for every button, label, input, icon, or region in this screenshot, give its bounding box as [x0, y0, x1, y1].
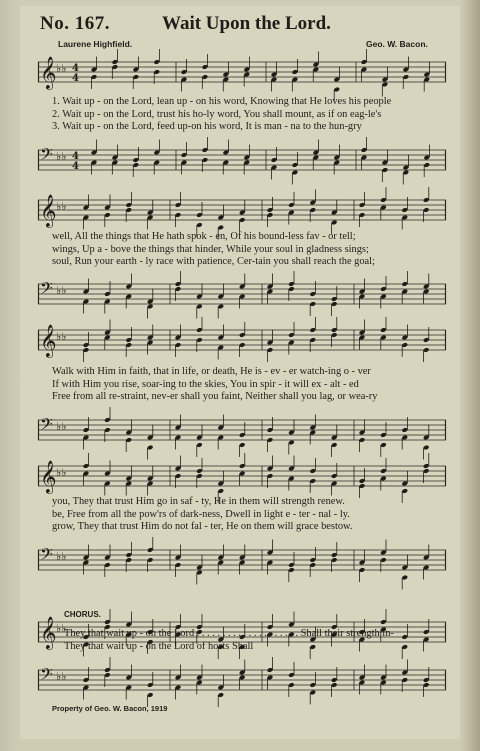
- treble-clef-icon: 𝄞: [40, 460, 57, 493]
- lyric-line: If with Him you rise, soar-ing to the skies, You in spir - it will ex - alt - ed: [52, 378, 359, 390]
- lyrics-chorus: [64, 628, 460, 653]
- key-signature-flat-icon: ♭♭: [56, 670, 67, 683]
- key-signature-flat-icon: ♭♭: [56, 466, 67, 479]
- key-signature-flat-icon: ♭♭: [56, 62, 67, 75]
- key-signature-flat-icon: ♭♭: [56, 330, 67, 343]
- staff-lines: [38, 466, 446, 486]
- staff-lines: [38, 150, 446, 170]
- svg-text:4: 4: [72, 63, 79, 74]
- lyric-line: Walk with Him in faith, that in life, or death, He is - ev - er watch-ing o - ver: [52, 366, 371, 377]
- composer-credit: Geo. W. Bacon.: [366, 39, 428, 49]
- copyright-footer: Property of Geo. W. Bacon, 1919: [52, 704, 168, 713]
- treble-staff-3: [38, 320, 446, 360]
- lyrics-system-1: [52, 96, 448, 134]
- bass-staff-5: [38, 660, 446, 700]
- key-signature-flat-icon: ♭♭: [56, 150, 67, 163]
- svg-text:4: 4: [72, 73, 79, 84]
- lyric-line: soul, Run your earth - ly race with patience, Cer-tain you shall reach the goal;: [52, 256, 375, 268]
- lyric-line: wings, Up a - bove the things that hinder, While your soul in gladness sings;: [52, 243, 369, 255]
- svg-text:4: 4: [72, 151, 79, 162]
- treble-staff-2: [38, 190, 446, 230]
- key-signature-flat-icon: ♭♭: [56, 420, 67, 433]
- lyrics-system-2: [52, 231, 448, 269]
- treble-staff-4: [38, 456, 446, 496]
- hymn-number: No. 167.: [40, 13, 110, 34]
- page-edge: [0, 0, 20, 751]
- bass-staff-4: [38, 540, 446, 580]
- lyric-line: 2. Wait up - on the Lord, trust his ho-ly word, You shall mount, as if on eag-le's: [52, 108, 382, 120]
- lyric-line: you, They that trust Him go in saf - ty, He in them will strength renew.: [52, 496, 345, 507]
- bass-clef-icon: 𝄢: [40, 278, 53, 302]
- key-signature-flat-icon: ♭♭: [56, 622, 67, 635]
- lyric-line: They that wait up - on the Lord . . . . . . . . . . . . . . . . . . . . Shall their strength in-: [64, 628, 394, 639]
- book-spine: [460, 0, 480, 751]
- treble-clef-icon: 𝄞: [40, 194, 57, 227]
- bass-staff-3: [38, 410, 446, 450]
- lyric-line: They that wait up - on the Lord of hosts Shall: [64, 640, 254, 652]
- lyric-line: well, All the things that He hath spok - en, Of his bound-less fav - or tell;: [52, 231, 356, 242]
- key-signature-flat-icon: ♭♭: [56, 284, 67, 297]
- treble-staff-1: [38, 52, 446, 92]
- treble-clef-icon: 𝄞: [40, 616, 57, 649]
- lyric-line: be, Free from all the pow'rs of dark-ness, Dwell in light e - ter - nal - ly.: [52, 508, 350, 520]
- bass-clef-icon: 𝄢: [40, 144, 53, 168]
- lyrics-system-3: [52, 366, 448, 404]
- lyric-line: grow, They that trust Him do not fal - ter, He on them will grace bestow.: [52, 521, 353, 533]
- key-signature-flat-icon: ♭♭: [56, 200, 67, 213]
- bass-staff-2: [38, 274, 446, 314]
- key-signature-flat-icon: ♭♭: [56, 550, 67, 563]
- lyrics-system-4: [52, 496, 448, 534]
- treble-clef-icon: 𝄞: [40, 324, 57, 357]
- staff-lines: [38, 200, 446, 220]
- lyric-line: 1. Wait up - on the Lord, lean up - on his word, Knowing that He loves his people: [52, 96, 392, 107]
- lyric-line: Free from all re-straint, nev-er shall you faint, Neither shall you lag, or wea-ry: [52, 391, 378, 403]
- hymn-title: Wait Upon the Lord.: [162, 13, 331, 34]
- chorus-label: CHORUS.: [64, 610, 101, 619]
- treble-clef-icon: 𝄞: [40, 56, 57, 89]
- bass-clef-icon: 𝄢: [40, 544, 53, 568]
- svg-text:4: 4: [72, 161, 79, 172]
- bass-staff-1: [38, 140, 446, 180]
- bass-clef-icon: 𝄢: [40, 414, 53, 438]
- lyricist-credit: Laurene Highfield.: [58, 39, 133, 49]
- lyric-line: 3. Wait up - on the Lord, feed up-on his word, It is man - na to the hun-gry: [52, 121, 362, 133]
- bass-clef-icon: 𝄢: [40, 664, 53, 688]
